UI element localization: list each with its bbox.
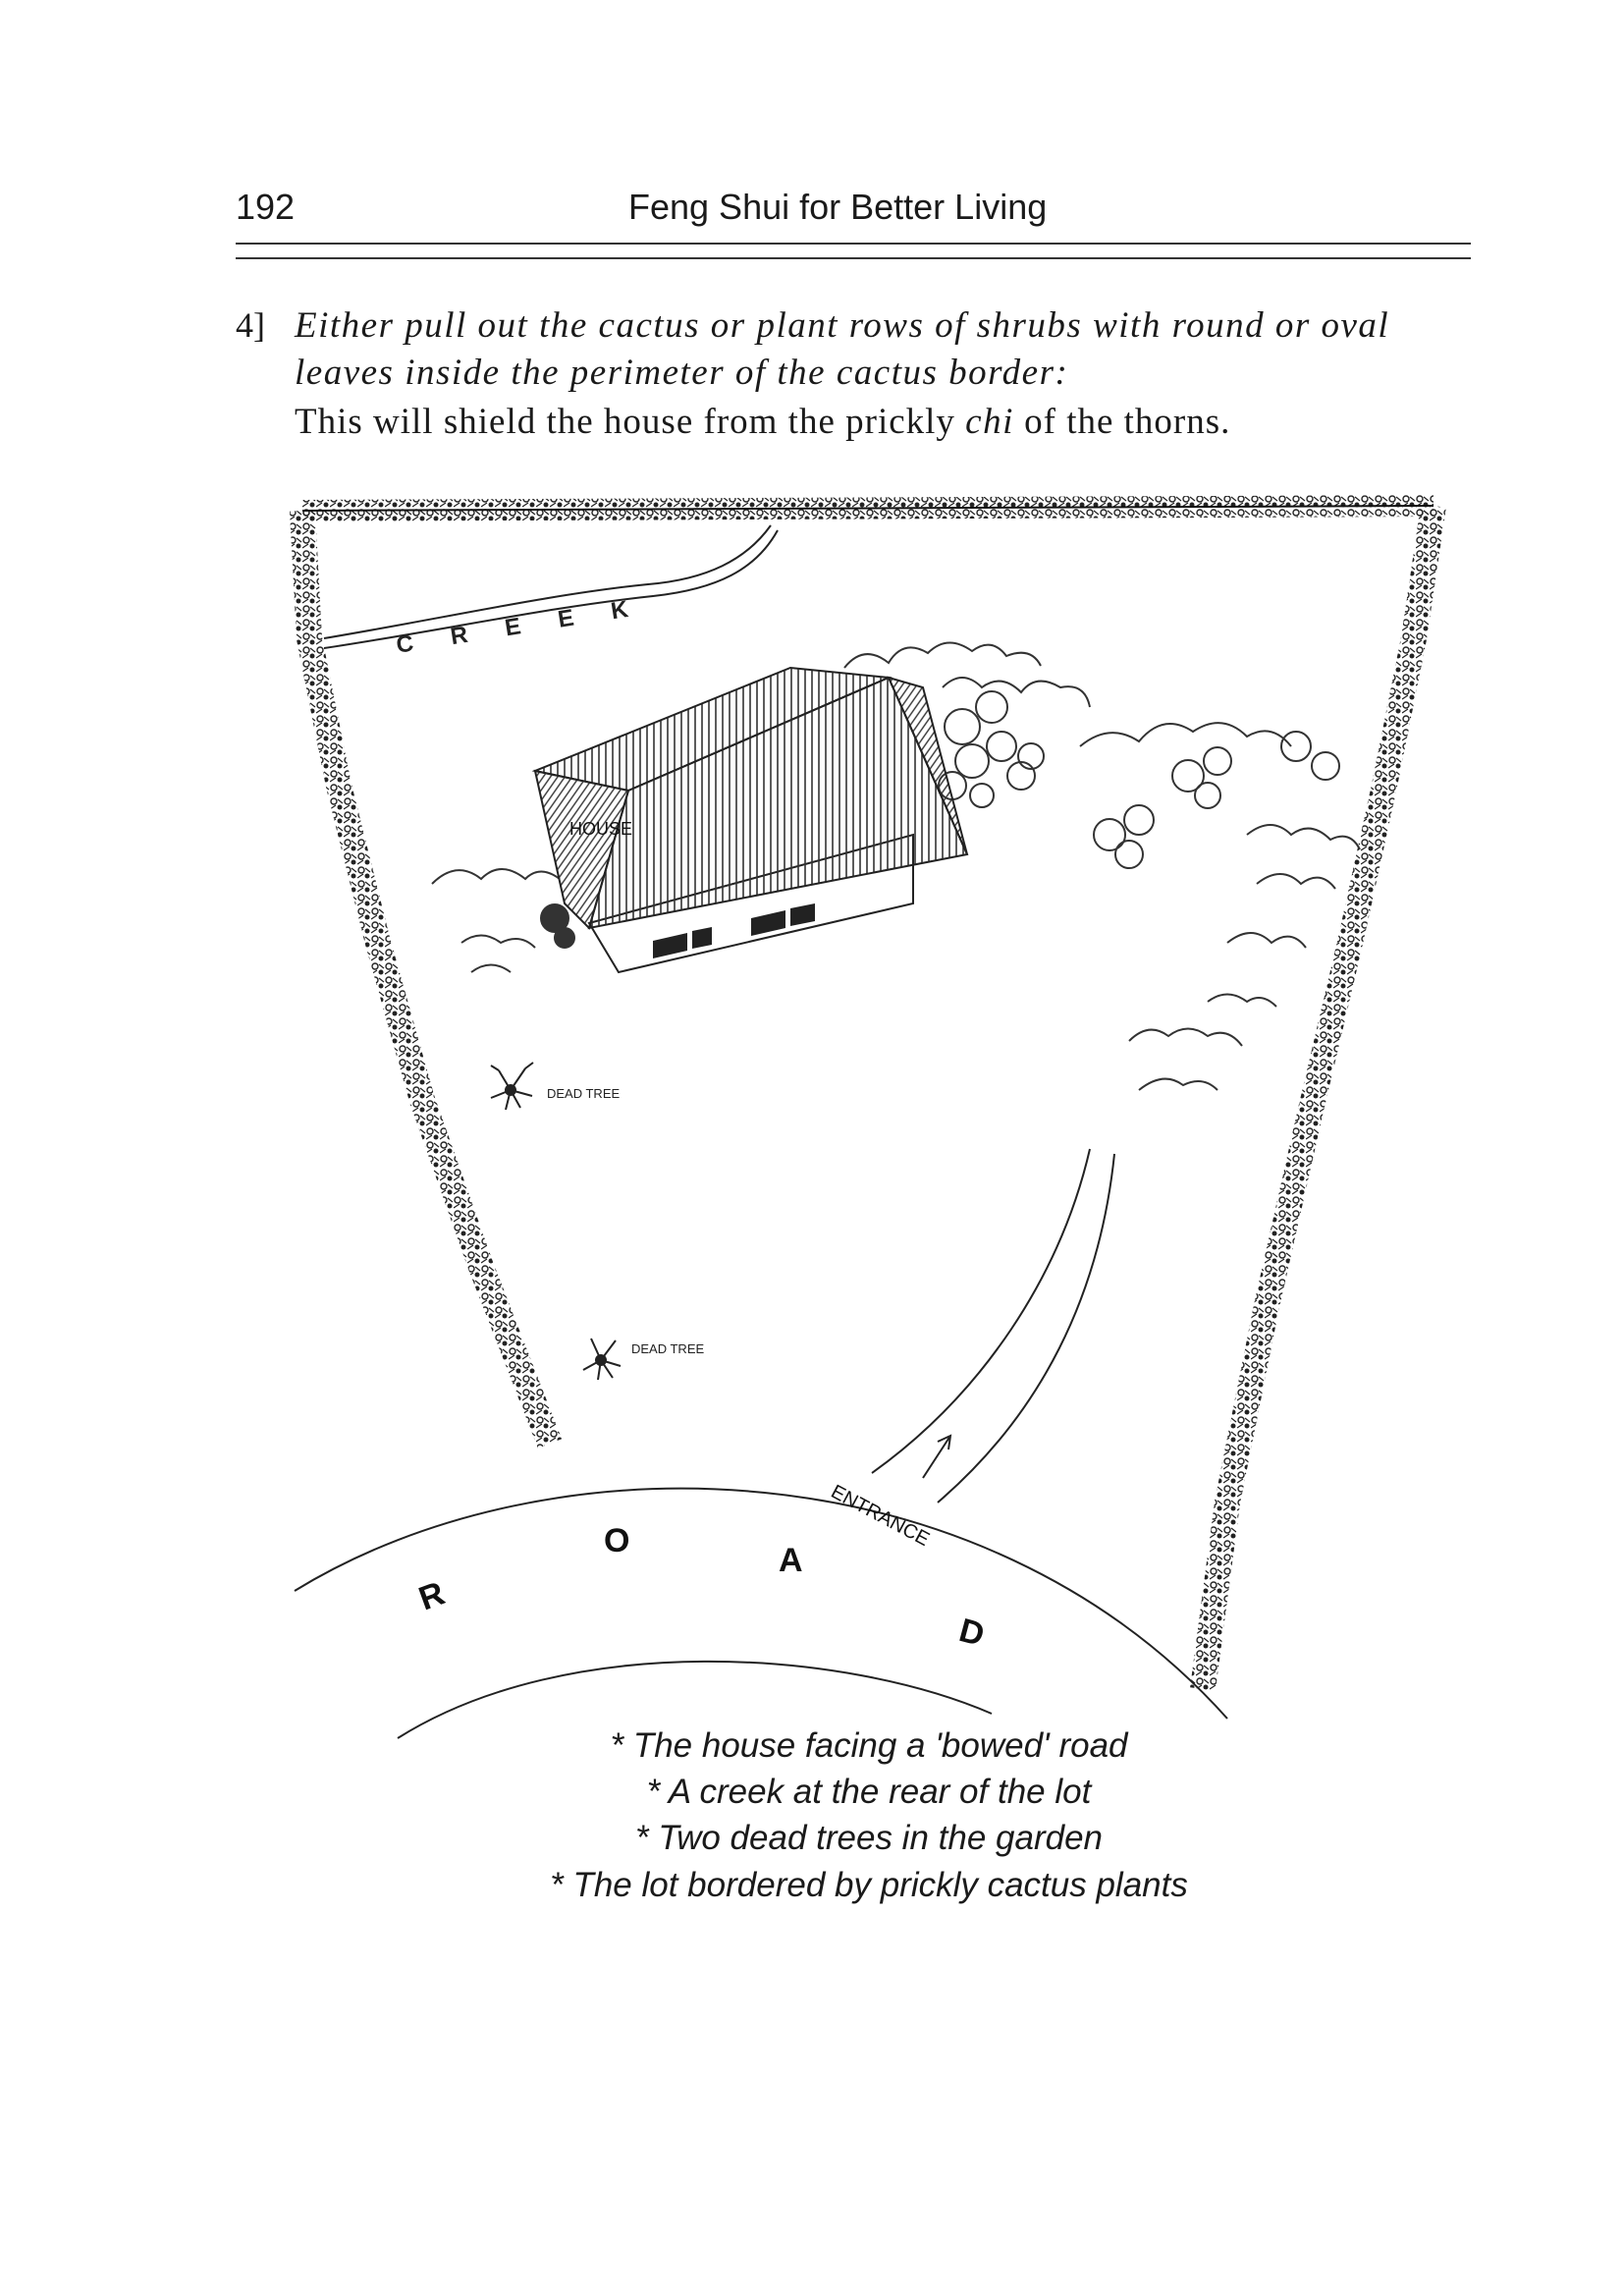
- item-body-suffix: of the thorns.: [1013, 402, 1231, 442]
- road-letter-d: D: [954, 1612, 989, 1655]
- caption-line-3: * Two dead trees in the garden: [634, 1819, 1104, 1857]
- caption-line-1: * The house facing a 'bowed' road: [610, 1726, 1128, 1765]
- road-letter-r: R: [413, 1574, 450, 1618]
- item-heading-line-1: Either pull out the cactus or plant rows of shrubs with round or oval: [295, 305, 1390, 346]
- road-letter-a: A: [779, 1542, 803, 1579]
- creek-label: C R E E K: [394, 593, 646, 659]
- item-number: 4]: [236, 305, 265, 345]
- caption-line-4: * The lot bordered by prickly cactus plants: [550, 1866, 1188, 1904]
- road-letter-o: O: [604, 1522, 630, 1559]
- dead-tree-2: [583, 1339, 621, 1380]
- item-heading-line-2: leaves inside the perimeter of the cactus border:: [295, 353, 1069, 393]
- item-body-prefix: This will shield the house from the prickly: [295, 402, 966, 442]
- entrance-label: ENTRANCE: [827, 1480, 934, 1552]
- dead-tree-1: [491, 1063, 533, 1110]
- house: [535, 668, 967, 972]
- caption-line-2: * A creek at the rear of the lot: [646, 1773, 1092, 1811]
- page-number: 192: [236, 187, 296, 227]
- driveway: [872, 1149, 1114, 1503]
- house-label: HOUSE: [569, 819, 633, 839]
- creek: [324, 525, 778, 659]
- dead-tree-label-1: DEAD TREE: [547, 1086, 621, 1101]
- item-body-italic: chi: [965, 402, 1014, 442]
- dead-tree-label-2: DEAD TREE: [631, 1341, 705, 1356]
- running-head: Feng Shui for Better Living: [628, 187, 1048, 227]
